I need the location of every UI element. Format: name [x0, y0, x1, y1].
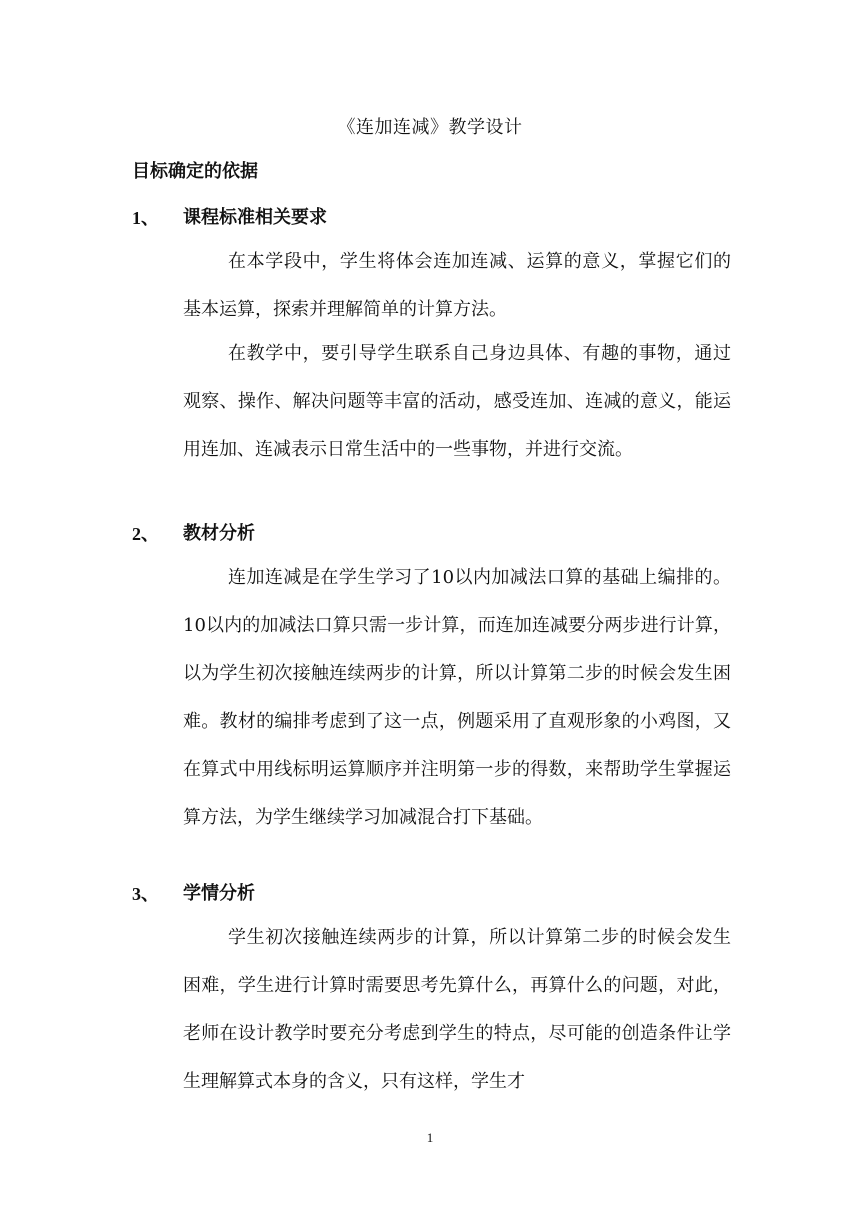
section-2-number: 2、: [132, 524, 159, 544]
section-1-paragraph-2: 在教学中，要引导学生联系自己身边具体、有趣的事物，通过观察、操作、解决问题等丰富的活动，感受连加、连减的意义，能运用连加、连减表示日常生活中的一些事物，并进行交流。: [183, 343, 731, 460]
page-number: 1: [426, 1130, 434, 1145]
section-2-title: 教材分析: [183, 523, 255, 544]
section-3-number: 3、: [132, 884, 159, 904]
section-1-title: 课程标准相关要求: [183, 207, 327, 228]
section-3-title: 学情分析: [183, 883, 255, 904]
section-1-paragraph-1: 在本学段中，学生将体会连加连减、运算的意义，掌握它们的基本运算，探索并理解简单的计算方法。: [183, 251, 731, 320]
section-heading: 目标确定的依据: [132, 161, 258, 182]
section-3-paragraph-1: 学生初次接触连续两步的计算，所以计算第二步的时候会发生困难，学生进行计算时需要思考先算什么，再算什么的问题，对此，老师在设计教学时要充分考虑到学生的特点，尽可能的创造条件让学生理解算式本身的含义，只有这样，学生才: [183, 927, 731, 1092]
section-2-paragraph-1: 连加连减是在学生学习了10以内加减法口算的基础上编排的。10以内的加减法口算只需一步计算，而连加连减要分两步进行计算，以为学生初次接触连续两步的计算，所以计算第二步的时候会发生困难。教材的编排考虑到了这一点，例题采用了直观形象的小鸡图，又在算式中用线标明运算顺序并注明第一步的得数，来帮助学生掌握运算方法，为学生继续学习加减混合打下基础。: [183, 567, 731, 828]
document-title: 《连加连减》教学设计: [337, 117, 523, 138]
section-1-number: 1、: [132, 208, 159, 228]
